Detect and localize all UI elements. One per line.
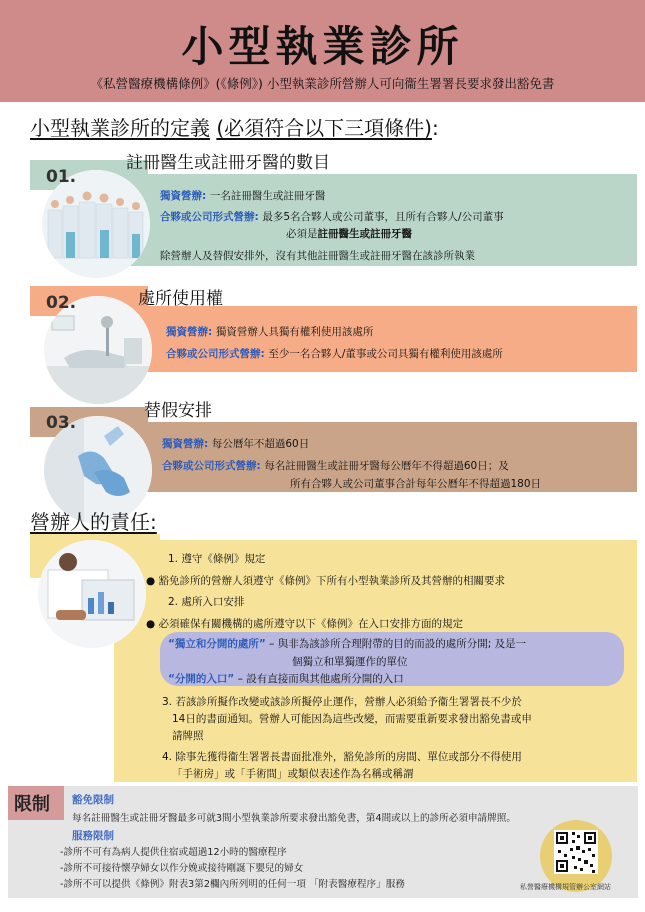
paperwork-photo bbox=[38, 540, 146, 648]
qr-caption: 私營醫療機構規管辦公室網站 bbox=[520, 883, 611, 891]
duty-item-3-line-2: 14日的書面通知。營辦人可能因為這些改變，而需要重新要求發出豁免書或申 bbox=[172, 713, 532, 725]
section-2-sole-label: 獨資營辦 bbox=[166, 326, 208, 338]
service-restriction-3: -診所不可以提供《條例》附表3第2欄內所列明的任何一項 「附表醫療程序」服務 bbox=[60, 879, 405, 890]
duty-bullet-2 bbox=[146, 616, 463, 631]
section-1-partner-text2-bold: 註冊醫生或註冊牙醫 bbox=[317, 228, 412, 240]
duty-bullet-1 bbox=[146, 573, 505, 588]
section-1-partner-label: 合夥或公司形式營辦 bbox=[160, 211, 255, 223]
section-2-number: 02. bbox=[46, 293, 77, 313]
section-1-title: 註冊醫生或註冊牙醫的數目 bbox=[126, 153, 330, 173]
section-2-sole-text: 獨資營辦人具獨有權利使用該處所 bbox=[215, 326, 374, 338]
section-3-partner-label: 合夥或公司形式營辦 bbox=[162, 460, 257, 472]
exemption-restriction-text: 每名註冊醫生或註冊牙醫最多可就3間小型執業診所要求發出豁免書，第4間或以上的診所必須申請牌照。 bbox=[72, 813, 516, 824]
section-2-partner-text: 至少一名合夥人/董事或公司具獨有權利使用該處所 bbox=[268, 348, 503, 360]
section-3-partner-text2: 所有合夥人或公司董事合計每年公曆年不得超過180日 bbox=[290, 478, 542, 490]
definition-separate-entrance-term: “分開的入口” bbox=[168, 673, 235, 685]
restrictions-label: 限制 bbox=[14, 794, 50, 815]
bullet-icon: ● bbox=[146, 618, 159, 630]
exemption-restriction-heading: 豁免限制 bbox=[72, 794, 114, 806]
duty-bullet-2-text: 必須確保有關機構的處所遵守以下《條例》在入口安排方面的規定 bbox=[158, 618, 463, 630]
definition-separate-entrance bbox=[168, 671, 404, 686]
duty-bullet-1-text: 豁免診所的營辦人須遵守《條例》下所有小型執業診所及其營辦的相關要求 bbox=[158, 575, 505, 587]
section-1-box: 獨資營辦: 一名註冊醫生或註冊牙醫 合夥或公司形式營辦: 最多5名合夥人或公司董事，且所有合夥人/公司董事 必須是註冊醫生或註冊牙醫 除營辦人及替假安排外，沒有其他註冊醫生或註冊牙醫在該診所執業 bbox=[126, 174, 637, 266]
section-1-partner-text2-pre: 必須是 bbox=[286, 228, 318, 240]
section-1-note: 除營辦人及替假安排外，沒有其他註冊醫生或註冊牙醫在該診所執業 bbox=[160, 250, 475, 262]
definition-separate-entrance-text: – 設有直接而與其他處所分開的入口 bbox=[237, 673, 404, 685]
section-1-sole-label: 獨資營辦 bbox=[160, 190, 202, 202]
section-3-sole-text: 每公曆年不超過60日 bbox=[211, 438, 310, 450]
section-1-sole-text: 一名註冊醫生或註冊牙醫 bbox=[209, 190, 326, 202]
duty-item-3-line-3: 請牌照 bbox=[172, 730, 204, 742]
duty-item-2: 2. 處所入口安排 bbox=[168, 596, 245, 608]
duty-item-4-line-2: 「手術房」或「手術間」或類似表述作為名稱或稱謂 bbox=[172, 768, 414, 780]
service-restriction-1: -診所不可有為病人提供住宿或超過12小時的醫療程序 bbox=[60, 847, 287, 858]
duty-item-3-line-1: 3. 若該診所擬作改變或該診所擬停止運作，營辦人必須給予衞生署署長不少於 bbox=[162, 696, 522, 708]
section-3-box: 獨資營辦: 每公曆年不超過60日 合夥或公司形式營辦: 每名註冊醫生或註冊牙醫每公曆年不得超過60日；及 所有合夥人或公司董事合計每年公曆年不得超過180日 bbox=[126, 422, 637, 492]
section-3-number: 03. bbox=[46, 413, 77, 433]
page-title: 小型執業診所 bbox=[181, 22, 464, 71]
service-restriction-heading: 服務限制 bbox=[72, 830, 114, 842]
definition-heading bbox=[30, 112, 439, 141]
page-subtitle: 《私營醫療機構條例》(《條例》) 小型執業診所營辦人可向衞生署署長要求發出豁免書 bbox=[90, 76, 555, 91]
definition-heading-condition: (必須符合以下三項條件) bbox=[216, 116, 432, 140]
definition-separate-premises-text: – 與非為該診所合理附帶的目的而設的處所分開; 及是一 bbox=[269, 638, 527, 650]
section-3-sole-label: 獨資營辦 bbox=[162, 438, 204, 450]
qr-code-icon[interactable] bbox=[554, 830, 598, 874]
definition-separate-premises-cont: 個獨立和單獨運作的單位 bbox=[292, 656, 408, 668]
duties-heading-text: 營辦人的責任: bbox=[30, 510, 157, 534]
section-3-partner-text: 每名註冊醫生或註冊牙醫每公曆年不得超過60日；及 bbox=[264, 460, 509, 472]
section-3-title: 替假安排 bbox=[144, 401, 212, 421]
section-1-partner-text: 最多5名合夥人或公司董事，且所有合夥人/公司董事 bbox=[262, 211, 504, 223]
duties-heading bbox=[30, 506, 157, 535]
definition-heading-colon: : bbox=[431, 116, 439, 140]
service-restriction-2: -診所不可接待懷孕婦女以作分娩或接待剛誕下嬰兒的婦女 bbox=[60, 863, 304, 874]
bullet-icon: ● bbox=[146, 575, 159, 587]
definition-separate-premises bbox=[168, 636, 526, 651]
section-1-number: 01. bbox=[46, 167, 77, 187]
section-2-partner-label: 合夥或公司形式營辦 bbox=[166, 348, 261, 360]
duty-item-4-line-1: 4. 除事先獲得衞生署署長書面批准外，豁免診所的房間、單位或部分不得使用 bbox=[162, 751, 522, 763]
section-2-title: 處所使用權 bbox=[138, 289, 223, 309]
definition-heading-main: 小型執業診所的定義 bbox=[30, 116, 210, 140]
duty-item-1: 1. 遵守《條例》規定 bbox=[168, 553, 266, 565]
section-2-box: 獨資營辦: 獨資營辦人具獨有權利使用該處所 合夥或公司形式營辦: 至少一名合夥人/董事或公司具獨有權利使用該處所 bbox=[126, 306, 637, 372]
definition-separate-premises-term: “獨立和分開的處所” bbox=[168, 638, 266, 650]
